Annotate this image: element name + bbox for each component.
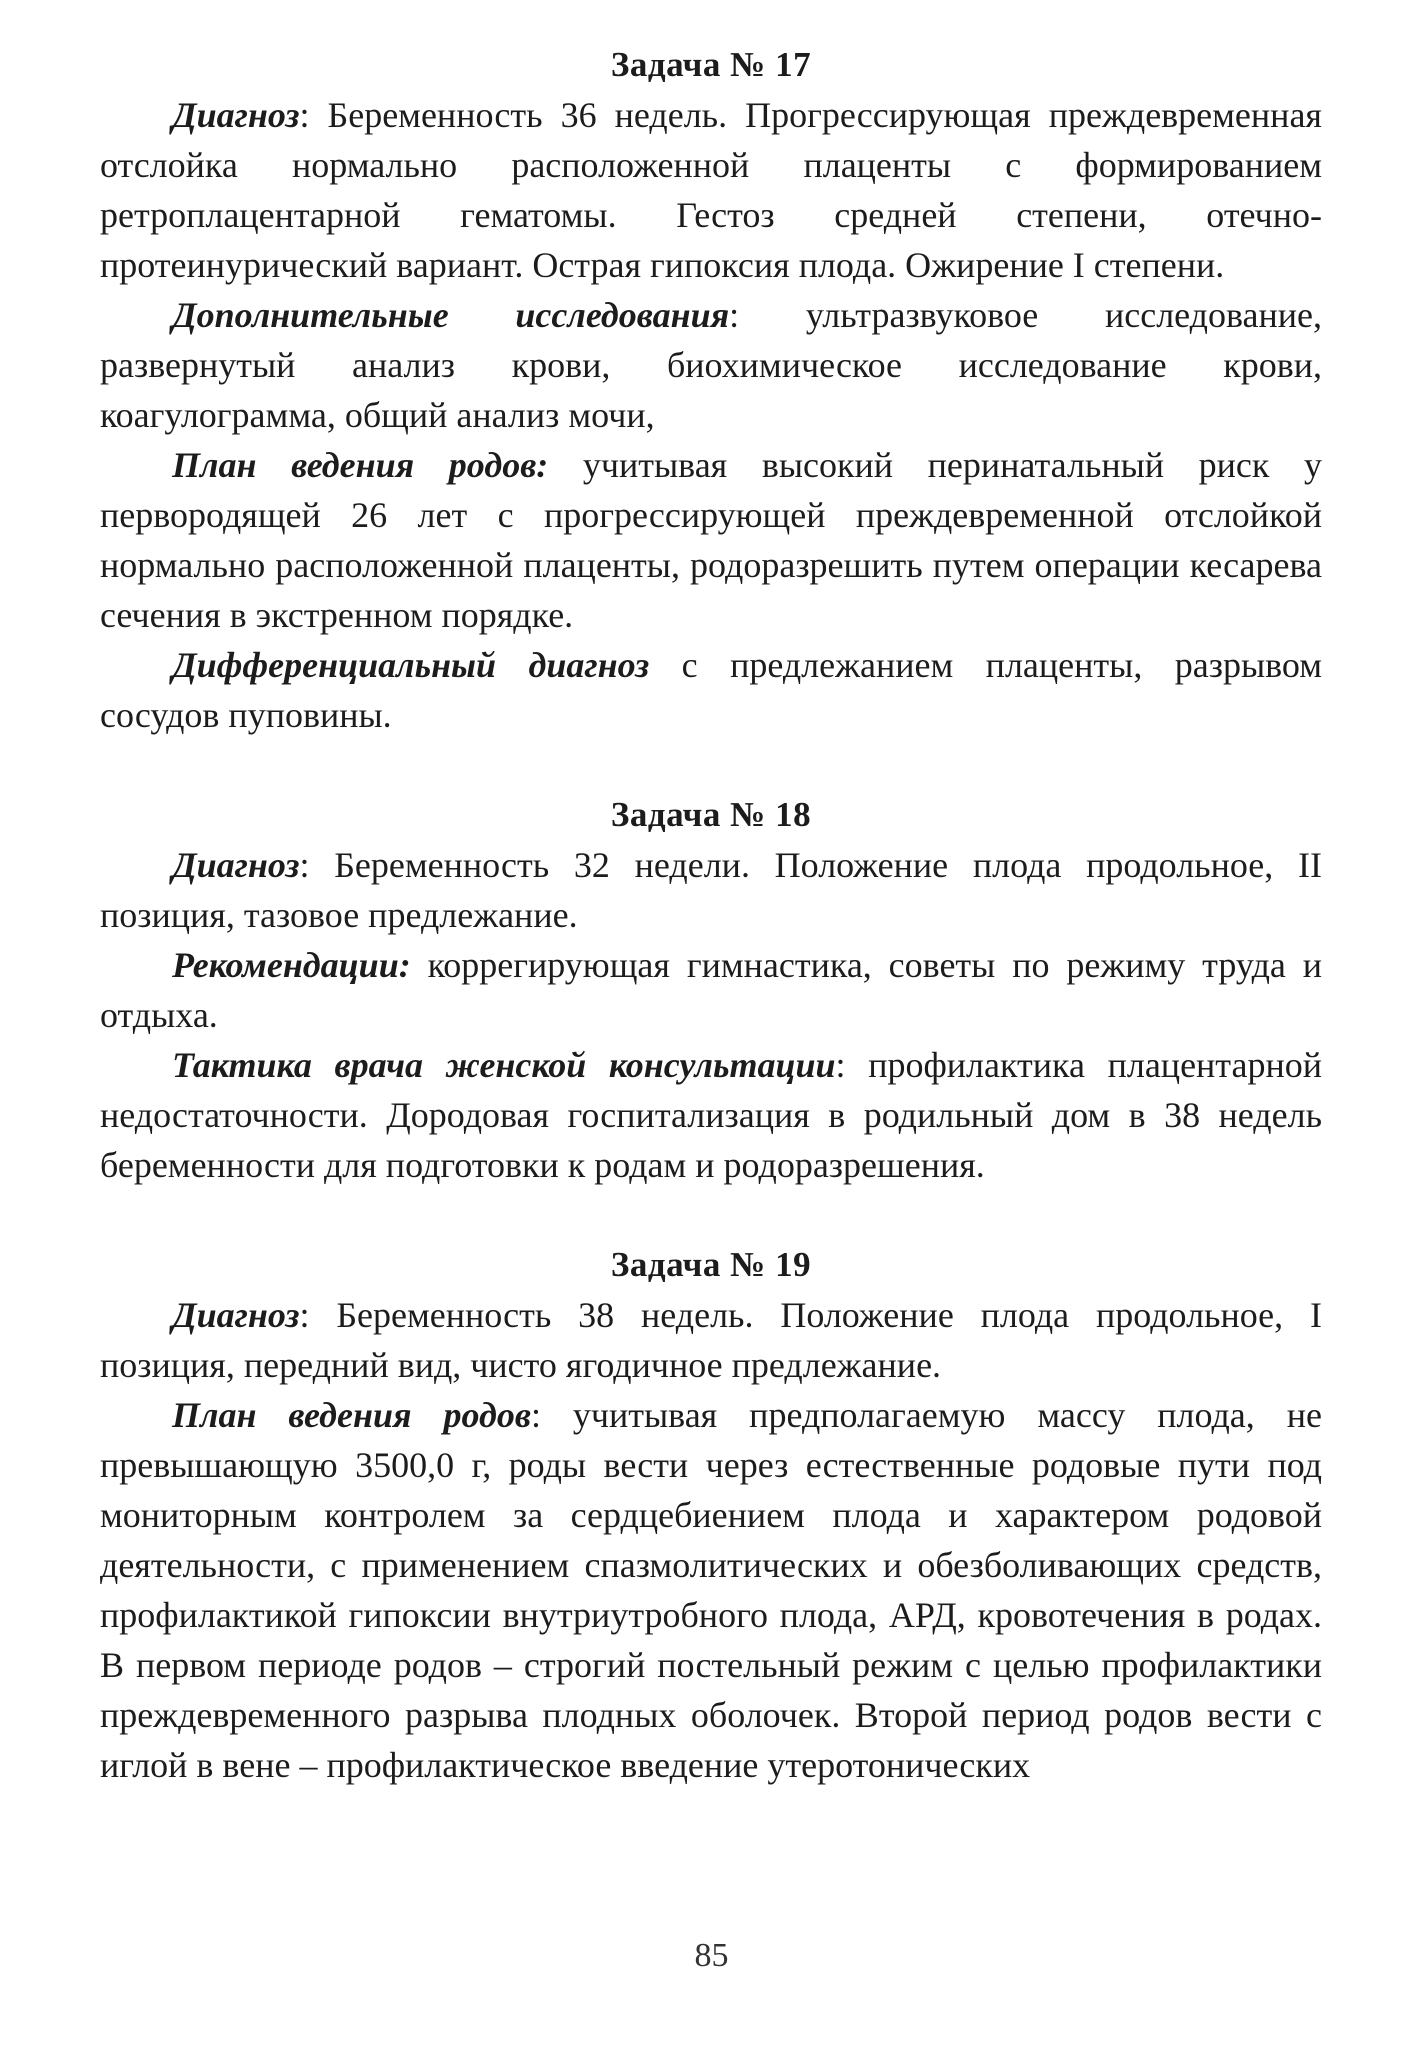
label-separator: : (299, 95, 328, 135)
paragraph-text: Беременность 36 недель. Прогрессирующая преждевременная отслойка нормально расположенной плаценты с формированием ретроплацентарной гематомы. Гестоз средней степени, отечно-протеинурический вариант. Острая гипоксия плода. Ожирение I степени. (100, 95, 1322, 285)
paragraph-delivery-plan (100, 1390, 1322, 1790)
paragraph-text: профилактика плацентарной недостаточности. Дородовая госпитализация в родильный дом в 38 недель беременности для подготовки к родам и родоразрешения. (100, 1045, 1322, 1185)
paragraph-differential-diagnosis (100, 640, 1322, 740)
label-separator (548, 445, 583, 485)
paragraph-delivery-plan (100, 440, 1322, 640)
label-separator: : (729, 295, 806, 335)
task-title: Задача № 19 (610, 1245, 812, 1284)
task-19 (100, 1240, 1322, 1790)
paragraph-diagnosis (100, 1290, 1322, 1390)
paragraph-recommendations (100, 940, 1322, 1040)
paragraph-additional-tests (100, 290, 1322, 440)
label-separator (649, 645, 681, 685)
paragraph-diagnosis (100, 840, 1322, 940)
paragraph-text: с предлежанием плаценты, разрывом сосудов пуповины. (100, 645, 1322, 735)
paragraph-text: ультразвуковое исследование, развернутый анализ крови, биохимическое исследование крови, коагулограмма, общий анализ мочи, (100, 295, 1322, 435)
page-content (100, 40, 1322, 1790)
task-title: Задача № 17 (610, 45, 812, 84)
paragraph-label: Тактика врача женской консультации (172, 1045, 836, 1085)
paragraph-tactics (100, 1040, 1322, 1190)
paragraph-text: Беременность 32 недели. Положение плода продольное, II позиция, тазовое предлежание. (100, 845, 1322, 935)
paragraph-diagnosis (100, 90, 1322, 290)
label-separator: : (835, 1045, 869, 1085)
paragraph-label: План ведения родов (172, 1395, 531, 1435)
task-18 (100, 790, 1322, 1190)
paragraph-text: коррегирующая гимнастика, советы по режиму труда и отдыха. (100, 945, 1323, 1035)
paragraph-label: План ведения родов: (172, 445, 549, 485)
paragraph-label: Диагноз (172, 1295, 300, 1335)
label-separator (411, 945, 428, 985)
label-separator: : (299, 845, 335, 885)
paragraph-label: Дополнительные исследования (172, 295, 730, 335)
paragraph-text: учитывая предполагаемую массу плода, не превышающую 3500,0 г, роды вести через естественные родовые пути под мониторным контролем за сердцебиением плода и характером родовой деятельности, с применением спазмолитических и обезболивающих средств, профилактикой гипоксии внутриутробного плода, АРД, кровотечения в родах. В первом периоде родов – строгий постельный режим с целью профилактики преждевременного разрыва плодных оболочек. Второй период родов вести с иглой в вене – профилактическое введение утеротонических (100, 1395, 1322, 1785)
paragraph-label: Диагноз (172, 845, 300, 885)
paragraph-label: Диагноз (172, 95, 300, 135)
page-number: 85 (694, 1937, 729, 1974)
task-title: Задача № 18 (610, 795, 812, 834)
label-separator: : (530, 1395, 573, 1435)
paragraph-text: Беременность 38 недель. Положение плода продольное, I позиция, передний вид, чисто ягодичное предлежание. (100, 1295, 1322, 1385)
paragraph-label: Рекомендации: (172, 945, 411, 985)
task-17 (100, 40, 1322, 740)
label-separator: : (299, 1295, 337, 1335)
paragraph-label: Дифференциальный диагноз (172, 645, 650, 685)
paragraph-text: учитывая высокий перинатальный риск у первородящей 26 лет с прогрессирующей преждевременной отслойкой нормально расположенной плаценты, родоразрешить путем операции кесарева сечения в экстренном порядке. (100, 445, 1322, 635)
